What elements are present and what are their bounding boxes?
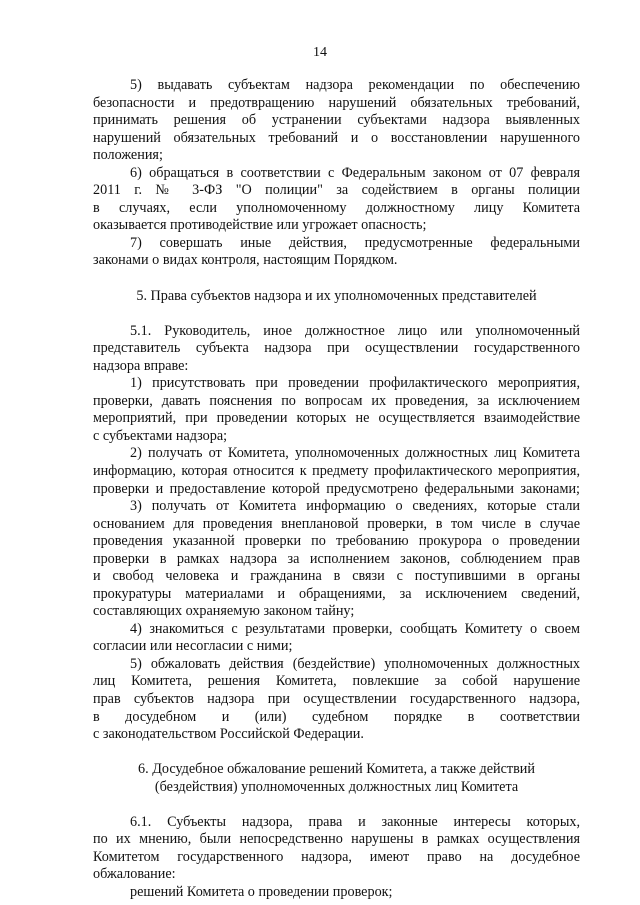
text-line: с законодательством Российской Федерации. — [93, 726, 364, 742]
text-line: 5) обжаловать действия (бездействие) уполномоченных должностных — [130, 656, 580, 672]
text-line: проведения указанной проверки по требованию прокурора о проведении — [93, 533, 580, 549]
text-line: надзора вправе: — [93, 358, 189, 374]
text-line: проверки, давать пояснения по вопросам их проведения, за исключением — [93, 393, 580, 409]
text-line: представитель субъекта надзора при осуществлении государственного — [93, 340, 580, 356]
text-line: оказывается противодействие или угрожает опасность; — [93, 217, 427, 233]
text-line: в случаях, если уполномоченному должностному лицу Комитета — [93, 200, 580, 216]
text-line: решений Комитета о проведении проверок; — [130, 884, 393, 900]
text-line: проверки в рамках надзора за исполнением законов, соблюдением прав — [93, 551, 580, 567]
text-line: 3) получать от Комитета информацию о сведениях, которые стали — [130, 498, 580, 514]
text-line: Комитетом государственного надзора, имеют право на досудебное — [93, 849, 580, 865]
text-line: мероприятий, при проведении которых не осуществляется взаимодействие — [93, 410, 580, 426]
text-line: 2) получать от Комитета, уполномоченных должностных лиц Комитета — [130, 445, 580, 461]
text-line: лиц Комитета, решения Комитета, повлекшие за собой нарушение — [93, 673, 580, 689]
text-line: 1) присутствовать при проведении профилактического мероприятия, — [130, 375, 580, 391]
text-line: основанием для проведения внеплановой проверки, в том числе в случае — [93, 516, 580, 532]
text-line: 2011 г. № 3-ФЗ "О полиции" за содействием в органы полиции — [93, 182, 580, 198]
text-line: 7) совершать иные действия, предусмотренные федеральными — [130, 235, 580, 251]
text-line: прав субъектов надзора при осуществлении государственного надзора, — [93, 691, 580, 707]
text-line: безопасности и предотвращению нарушений обязательных требований, — [93, 95, 580, 111]
text-line: по их мнению, были непосредственно нарушены в рамках осуществления — [93, 831, 580, 847]
text-line: принимать решения об устранении субъектами надзора выявленных — [93, 112, 580, 128]
text-line: составляющих охраняемую законом тайну; — [93, 603, 355, 619]
text-line: с субъектами надзора; — [93, 428, 228, 444]
text-line: согласии или несогласии с ними; — [93, 638, 293, 654]
text-line: 4) знакомиться с результатами проверки, сообщать Комитету о своем — [130, 621, 580, 637]
text-line: 5.1. Руководитель, иное должностное лицо или уполномоченный — [130, 323, 580, 339]
text-line: обжалование: — [93, 866, 176, 882]
text-line: проверки и предоставление которой предусмотрено федеральными законами; — [93, 481, 580, 497]
text-line: 6) обращаться в соответствии с Федеральным законом от 07 февраля — [130, 165, 580, 181]
text-line: 6.1. Субъекты надзора, права и законные интересы которых, — [130, 814, 580, 830]
text-line: 6. Досудебное обжалование решений Комитета, а также действий — [138, 761, 535, 777]
text-line: законами о видах контроля, настоящим Порядком. — [93, 252, 398, 268]
text-line: 5) выдавать субъектам надзора рекомендации по обеспечению — [130, 77, 580, 93]
text-line: информацию, которая относится к предмету профилактического мероприятия, — [93, 463, 580, 479]
text-line: 5. Права субъектов надзора и их уполномоченных представителей — [136, 288, 537, 304]
text-line: и свобод человека и гражданина в связи с поступившими в органы — [93, 568, 580, 584]
page-number: 14 — [313, 45, 327, 60]
text-line: в досудебном и (или) судебном порядке в соответствии — [93, 709, 580, 725]
text-line: (бездействия) уполномоченных должностных лиц Комитета — [154, 779, 519, 795]
text-line: положения; — [93, 147, 163, 163]
text-line: прокуратуры материалами и обращениями, за исключением сведений, — [93, 586, 580, 602]
text-line: нарушений обязательных требований и о восстановлении нарушенного — [93, 130, 580, 146]
